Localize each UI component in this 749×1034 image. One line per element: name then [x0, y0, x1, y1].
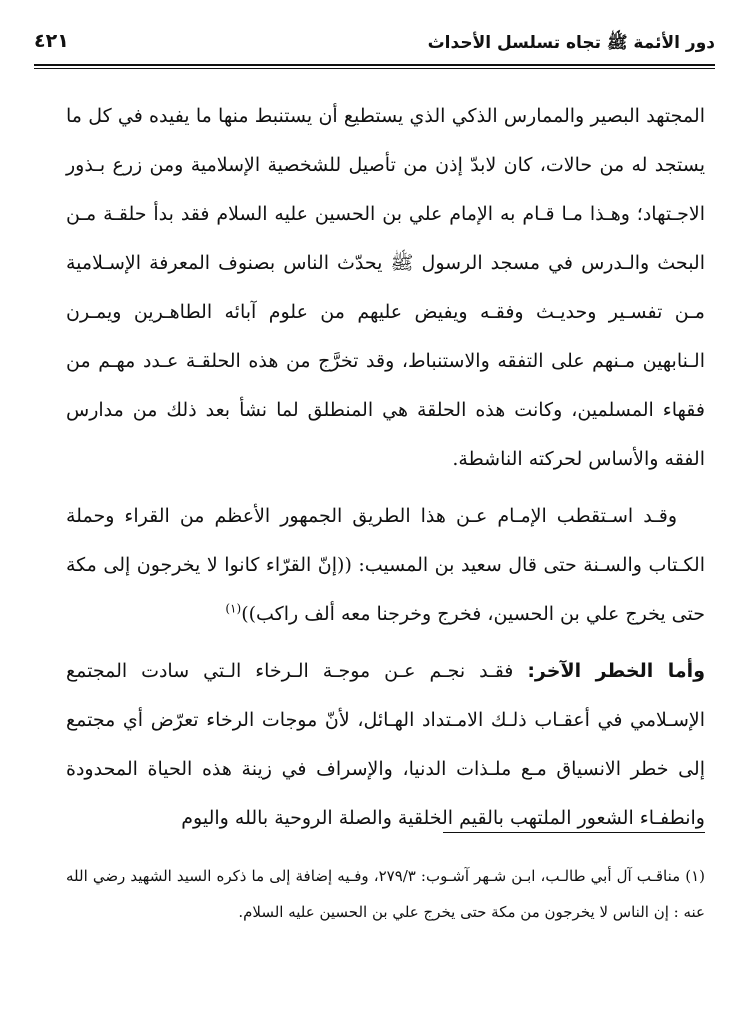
- paragraph-3-text: فقـد نجـم عـن موجـة الـرخاء الـتي سادت المجتمع الإسـلامي في أعقـاب ذلـك الامـتداد الهـائل، لأنّ موجات الرخاء تعرّض أي مجتمع إلى خطر الانسياق مـع ملـذات الدنيا، والإسراف في زينة هذه الحياة المحدودة وانطفـاء الشعور الملتهب بالقيم الخلقية والصلة الروحية بالله واليوم: [66, 660, 705, 829]
- page-number: ٤٢١: [34, 30, 69, 52]
- footnote-text: (١) مناقـب آل أبي طالـب، ابـن شـهر آشـوب: ٢٧٩/٣، وفـيه إضافة إلى ما ذكره السيد الشهيد رضي الله عنه : إن الناس لا يخرجون من مكة حتى يخرج علي بن الحسين عليه السلام.: [66, 867, 705, 921]
- paragraph-3: [66, 647, 705, 843]
- header-rule: [34, 64, 715, 66]
- body-text: [66, 92, 705, 851]
- running-title: دور الأئمة ﷺ تجاه تسلسل الأحداث: [427, 33, 715, 53]
- footnote: [66, 858, 705, 930]
- page-header: [34, 28, 715, 60]
- paragraph-2-text: وقـد اسـتقطب الإمـام عـن هذا الطريق الجمهور الأعظم من القراء وحملة الكـتاب والسـنة حتى قال سعيد بن المسيب: ((إنّ القرّاء كانوا لا يخرجون إلى مكة حتى يخرج علي بن الحسين، فخرج وخرجنا معه ألف راكب)): [66, 505, 705, 625]
- footnote-marker: (١): [225, 601, 242, 616]
- header-rule-thin: [34, 68, 715, 69]
- footnote-rule: [443, 832, 705, 833]
- paragraph-1: المجتهد البصير والممارس الذكي الذي يستطيع أن يستنبط منها ما يفيده في كل ما يستجد له من حالات، كان لابدّ إذن من تأصيل للشخصية الإسلامية ومن زرع بـذور الاجـتهاد؛ وهـذا مـا قـام به الإمام علي بن الحسين عليه السلام فقد بدأ حلقـة مـن البحث والـدرس في مسجد الرسول ﷺ يحدّث الناس بصنوف المعرفة الإسـلامية مـن تفسـير وحديـث وفقـه ويفيض عليهم من علوم آبائه الطاهـرين ويمـرن الـنابهين مـنهم على التفقه والاستنباط، وقد تخرَّج من هذه الحلقـة عـدد مهـم من فقهاء المسلمين، وكانت هذه الحلقة هي المنطلق لما نشأ بعد ذلك من مدارس الفقه والأساس لحركته الناشطة.: [66, 105, 705, 470]
- paragraph-2: [66, 492, 705, 639]
- paragraph-3-lead: وأما الخطر الآخر:: [527, 660, 706, 682]
